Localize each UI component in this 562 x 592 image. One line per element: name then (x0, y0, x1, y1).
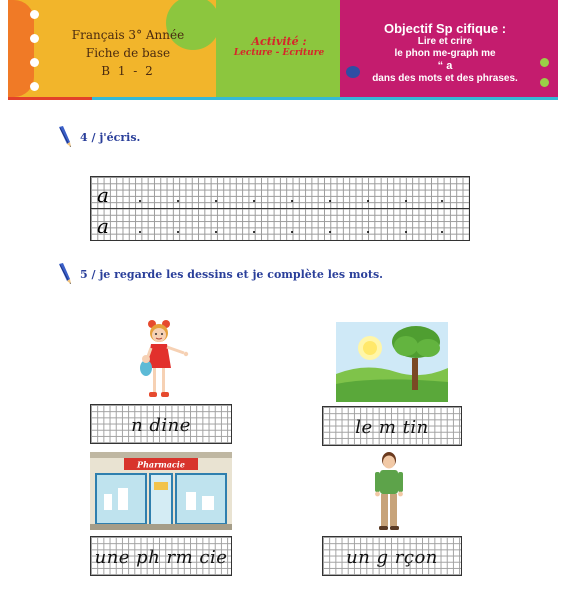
incomplete-word: le m tin (355, 417, 429, 438)
word-box (322, 536, 462, 576)
guide-dot (367, 231, 369, 233)
word-box (322, 406, 462, 446)
objective-title: Objectif Sp cifique : (383, 21, 507, 36)
boy-illustration (372, 452, 406, 532)
incomplete-word: un g rçon (346, 547, 438, 568)
guide-dot (177, 231, 179, 233)
guide-dot (441, 231, 443, 233)
tree-scene-illustration (336, 322, 448, 402)
sheet-code: B 1 - 2 (101, 64, 155, 78)
header-banner (8, 0, 558, 100)
guide-dot (329, 200, 331, 202)
guide-dot (139, 200, 141, 202)
word-box (90, 536, 232, 576)
activity-info (218, 35, 340, 58)
guide-dot (441, 200, 443, 202)
banner-stripe-red (8, 97, 92, 100)
objective-letter: “ a (437, 60, 453, 72)
banner-dot (30, 10, 39, 19)
incomplete-word: n dine (131, 415, 191, 436)
objective-info (340, 21, 550, 85)
model-letter: a (97, 183, 109, 207)
guide-dot (367, 200, 369, 202)
guide-dot (177, 200, 179, 202)
guide-dot (405, 231, 407, 233)
worksheet-info (48, 26, 208, 80)
activity-type: Lecture - Ecriture (233, 48, 325, 58)
activity-label: Activité : (251, 35, 307, 48)
pencil-icon (56, 263, 72, 285)
banner-dot (30, 58, 39, 67)
incomplete-word: une ph rm cie (94, 547, 228, 568)
guide-dot (291, 200, 293, 202)
pharmacy-illustration (90, 452, 232, 530)
exercise-4-heading (56, 126, 140, 148)
grade-label: Français 3° Année (71, 28, 185, 42)
banner-dot (30, 34, 39, 43)
pharmacy-sign: Pharmacie (137, 459, 185, 470)
grid-divider (91, 208, 469, 209)
guide-dot (253, 231, 255, 233)
exercise-5-heading (56, 263, 383, 285)
guide-dot (253, 200, 255, 202)
objective-line: dans des mots et des phrases. (372, 73, 518, 84)
model-letter: a (97, 214, 109, 238)
guide-dot (139, 231, 141, 233)
word-box (90, 404, 232, 444)
objective-line: Lire et crire (417, 36, 473, 47)
objective-line: le phon me-graph me (394, 48, 496, 59)
banner-dot (30, 82, 39, 91)
banner-stripe-cyan (92, 97, 558, 100)
exercise-5-title: 5 / je regarde les dessins et je complète les mots. (80, 267, 383, 281)
writing-grid (90, 176, 470, 241)
guide-dot (329, 231, 331, 233)
pencil-icon (56, 126, 72, 148)
guide-dot (405, 200, 407, 202)
guide-dot (291, 231, 293, 233)
girl-illustration (136, 320, 192, 402)
guide-dot (215, 200, 217, 202)
sheet-type: Fiche de base (85, 46, 171, 60)
guide-dot (215, 231, 217, 233)
exercise-4-title: 4 / j'écris. (80, 130, 141, 144)
